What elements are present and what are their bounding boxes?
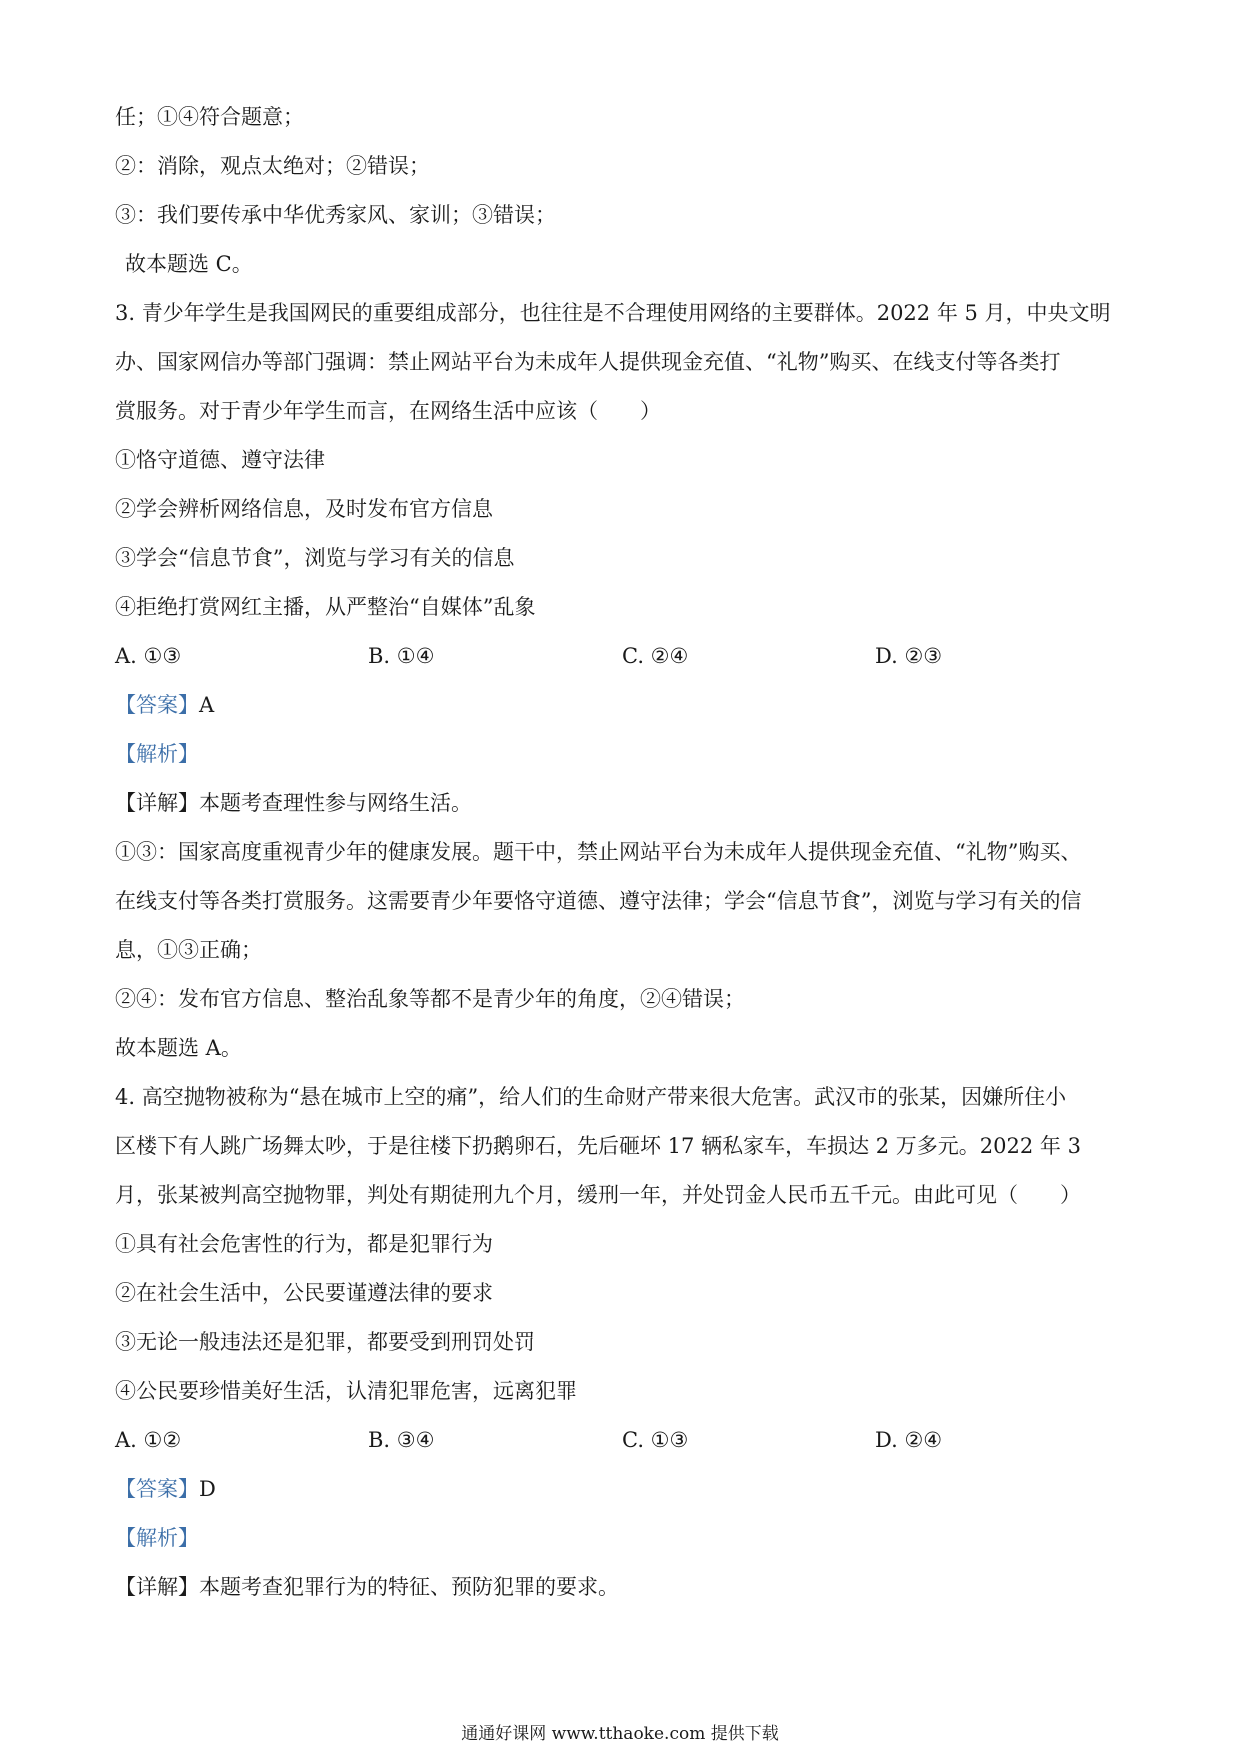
q3-option-d: D. ②③ <box>875 644 943 668</box>
q3-analysis-tag: 【解析】 <box>115 742 199 766</box>
q3-stem-line-2: 办、国家网信办等部门强调：禁止网站平台为未成年人提供现金充值、“礼物”购买、在线支付等各类打 <box>115 350 1061 374</box>
q4-detail <box>115 1573 619 1601</box>
q3-option-b: B. ①④ <box>368 644 435 668</box>
prev-conclusion: 故本题选 C。 <box>125 252 253 276</box>
q4-option-a: A. ①② <box>115 1428 182 1452</box>
q3-option-a: A. ①③ <box>115 644 182 668</box>
q4-analysis-tag: 【解析】 <box>115 1526 199 1550</box>
q3-detail <box>115 789 472 817</box>
q3-explanation-line-4: ②④：发布官方信息、整治乱象等都不是青少年的角度，②④错误； <box>115 987 745 1011</box>
q4-item-2: ②在社会生活中，公民要谨遵法律的要求 <box>115 1281 493 1305</box>
q3-item-1: ①恪守道德、遵守法律 <box>115 448 325 472</box>
q3-explanation-line-3: 息，①③正确； <box>115 938 262 962</box>
prev-explanation-line-3: ③：我们要传承中华优秀家风、家训；③错误； <box>115 203 556 227</box>
q3-stem-line-1: 3. 青少年学生是我国网民的重要组成部分，也往往是不合理使用网络的主要群体。2022 年 5 月，中央文明 <box>115 301 1111 325</box>
answer-value: D <box>199 1477 216 1501</box>
prev-explanation-line-1: 任；①④符合题意； <box>115 105 304 129</box>
q4-item-1: ①具有社会危害性的行为，都是犯罪行为 <box>115 1232 493 1256</box>
q4-stem-line-3: 月，张某被判高空抛物罪，判处有期徒刑九个月，缓刑一年，并处罚金人民币五千元。由此可见（ ） <box>115 1183 1081 1207</box>
q4-option-c: C. ①③ <box>622 1428 689 1452</box>
q3-conclusion: 故本题选 A。 <box>115 1036 242 1060</box>
q3-item-4: ④拒绝打赏网红主播，从严整治“自媒体”乱象 <box>115 595 536 619</box>
answer-tag: 【答案】 <box>115 1477 199 1501</box>
detail-tag: 【详解】 <box>115 791 199 815</box>
answer-tag: 【答案】 <box>115 693 199 717</box>
detail-tag: 【详解】 <box>115 1575 199 1599</box>
q4-option-d: D. ②④ <box>875 1428 943 1452</box>
q4-stem-line-1: 4. 高空抛物被称为“悬在城市上空的痛”，给人们的生命财产带来很大危害。武汉市的张某，因嫌所住小 <box>115 1085 1067 1109</box>
q3-stem-line-3: 赏服务。对于青少年学生而言，在网络生活中应该（ ） <box>115 399 661 423</box>
q3-explanation-line-1: ①③：国家高度重视青少年的健康发展。题干中，禁止网站平台为未成年人提供现金充值、“礼物”购买、 <box>115 840 1082 864</box>
q3-option-c: C. ②④ <box>622 644 689 668</box>
prev-explanation-line-2: ②：消除，观点太绝对；②错误； <box>115 154 430 178</box>
q3-item-2: ②学会辨析网络信息，及时发布官方信息 <box>115 497 493 521</box>
q4-option-b: B. ③④ <box>368 1428 435 1452</box>
detail-text: 本题考查理性参与网络生活。 <box>199 791 472 815</box>
q4-item-4: ④公民要珍惜美好生活，认清犯罪危害，远离犯罪 <box>115 1379 577 1403</box>
q3-answer <box>115 691 214 719</box>
q3-item-3: ③学会“信息节食”，浏览与学习有关的信息 <box>115 546 515 570</box>
q3-explanation-line-2: 在线支付等各类打赏服务。这需要青少年要恪守道德、遵守法律；学会“信息节食”，浏览与学习有关的信 <box>115 889 1082 913</box>
detail-text: 本题考查犯罪行为的特征、预防犯罪的要求。 <box>199 1575 619 1599</box>
answer-value: A <box>199 693 215 717</box>
page-footer: 通通好课网 www.tthaoke.com 提供下载 <box>461 1724 779 1744</box>
q4-item-3: ③无论一般违法还是犯罪，都要受到刑罚处罚 <box>115 1330 535 1354</box>
q4-answer <box>115 1475 216 1503</box>
q4-stem-line-2: 区楼下有人跳广场舞太吵，于是往楼下扔鹅卵石，先后砸坏 17 辆私家车，车损达 2 万多元。2022 年 3 <box>115 1134 1081 1158</box>
